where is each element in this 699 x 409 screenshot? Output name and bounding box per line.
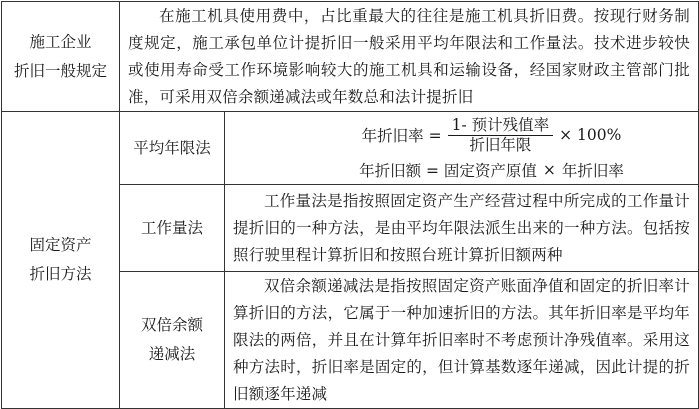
- label-line: 施工企业: [29, 32, 92, 51]
- workload-method-cell: [225, 185, 699, 272]
- construction-rules-text: 在施工机具使用费中，占比重最大的往往是施工机具折旧费。按现行财务制度规定，施工承包单位计提折旧一般采用平均年限法和工作量法。技术进步较快或使用寿命受工作环境影响较大的施工机具和运输设备，经国家财政主管部门批准，可采用双倍余额递减法或年数总和法计提折旧: [128, 7, 691, 106]
- straight-line-formulas: [225, 113, 698, 183]
- fraction-denominator: 折旧年限: [469, 135, 532, 154]
- depreciation-rate-formula: [285, 113, 698, 157]
- straight-line-method-name: [120, 112, 225, 185]
- fraction-numerator: 1- 预计残值率: [451, 115, 550, 134]
- method-name: 工作量法: [140, 218, 203, 237]
- method-name-line: 递减法: [148, 345, 196, 363]
- formula-lhs: 年折旧率 =: [361, 127, 442, 145]
- fraction: [448, 116, 554, 155]
- depreciation-table: [1, 1, 699, 409]
- fixed-asset-method-label: [2, 112, 120, 409]
- double-declining-method-cell: [225, 272, 699, 409]
- formula-rhs: 年折旧率: [561, 162, 624, 180]
- label-line: 折旧方法: [29, 265, 92, 283]
- construction-rules-cell: [120, 2, 699, 112]
- method-name-line: 双倍余额: [140, 316, 203, 334]
- table-row: [2, 112, 699, 185]
- double-declining-method-text: 双倍余额递减法是指按照固定资产账面净值和固定的折旧率计算折旧的方法，它属于一种加速折旧的方法。其年折旧率是平均年限法的两倍，并且在计算年折旧率时不考虑预计净残值率。采用这种方法时，折旧率是固定的，但计算基数逐年递减，因此计提的折旧额逐年递减: [233, 277, 691, 403]
- table-row: [2, 2, 699, 112]
- workload-method-text: 工作量法是指按照固定资产生产经营过程中所完成的工作量计提折旧的一种方法，是由平均年限法派生出来的一种方法。包括按照行驶里程计算折旧和按照台班计算折旧额两种: [233, 192, 691, 264]
- method-name: 平均年限法: [133, 138, 211, 157]
- formula-lhs: 年折旧额 = 固定资产原值: [359, 162, 537, 180]
- double-declining-method-name: [120, 272, 225, 409]
- formula-operator: ×: [542, 161, 556, 179]
- formula-rhs: × 100%: [559, 126, 622, 144]
- depreciation-amount-formula: [285, 157, 698, 183]
- straight-line-formula-cell: [225, 112, 699, 185]
- label-line: 固定资产: [29, 236, 92, 254]
- workload-method-name: [120, 185, 225, 272]
- label-line: 折旧一般规定: [13, 61, 107, 80]
- construction-rules-label: [2, 2, 120, 112]
